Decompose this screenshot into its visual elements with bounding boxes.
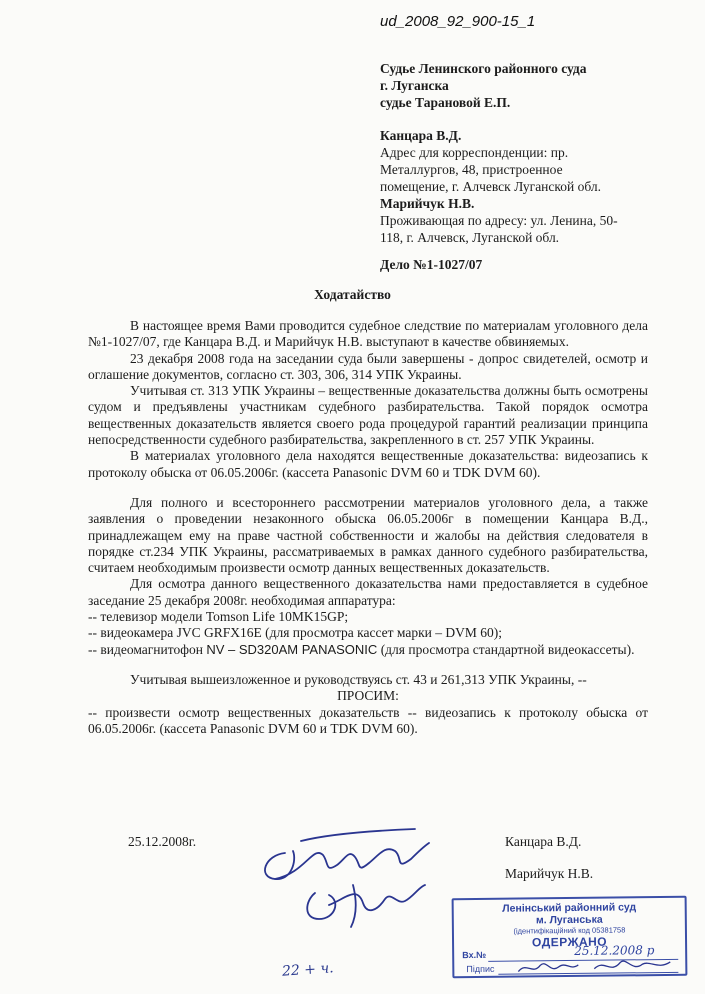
- signatory-1: Канцара В.Д.: [505, 834, 582, 849]
- sender-name-1: Канцара В.Д.: [380, 128, 462, 143]
- equipment-item-vcr: [88, 642, 648, 658]
- paragraph: В материалах уголовного дела находятся вещественные доказательства: видеозапись к протоколу обыска от 06.05.2006г. (кассета Panasonic DVM 60 и TDK DVM 60).: [88, 448, 648, 480]
- stamp-received: ОДЕРЖАНО: [531, 934, 608, 950]
- signatory-2: Марийчук Н.В.: [505, 866, 594, 881]
- stamp-signature-scribble: [514, 956, 679, 978]
- sender-address-line: помещение, г. Алчевск Луганской обл.: [380, 179, 602, 194]
- request-heading: ПРОСИМ:: [337, 688, 399, 704]
- equipment-item: -- видеокамера JVC GRFX16E (для просмотра кассет марки – DVM 60);: [88, 625, 502, 641]
- addressee-line: г. Луганска: [380, 78, 449, 93]
- handwritten-note: 22 + ч.: [281, 960, 335, 980]
- handwritten-signature: [245, 815, 445, 935]
- document-id: ud_2008_92_900-15_1: [380, 13, 536, 30]
- paragraph: Учитывая ст. 313 УПК Украины – вещественные доказательства должны быть осмотрены судом и предъявлены участникам судебного разбирательства. Такой порядок осмотра вещественных доказательств является своего рода процедурой гарантий реализации принципа непосредственности судебного разбирательства, закрепленного в ст. 257 УПК Украины.: [88, 383, 648, 448]
- sender-block: [380, 127, 650, 246]
- addressee-block: [380, 60, 680, 111]
- vcr-suffix: (для просмотра стандартной видеокассеты).: [377, 641, 635, 657]
- document-title: Ходатайство: [314, 287, 391, 302]
- stamp-sign-label: Підпис: [466, 963, 495, 975]
- document-date: 25.12.2008г.: [128, 834, 197, 849]
- sender-address-line: Адрес для корреспонденции: пр.: [380, 145, 569, 160]
- document-body: [88, 318, 648, 737]
- case-number: Дело №1-1027/07: [380, 257, 483, 272]
- spacer: [88, 481, 648, 495]
- request-paragraph: -- произвести осмотр вещественных доказательств -- видеозапись к протоколу обыска от 06.05.2006г. (кассета Panasonic DVM 60 и TDK DVM 60).: [88, 704, 648, 736]
- vcr-prefix: -- видеомагнитофон: [88, 641, 207, 657]
- stamp-incoming-label: Вх.№: [462, 949, 487, 961]
- paragraph: В настоящее время Вами проводится судебное следствие по материалам уголовного дела №1-1027/07, где Канцара В.Д. и Марийчук Н.В. выступают в качестве обвиняемых.: [88, 318, 648, 350]
- paragraph: 23 декабря 2008 года на заседании суда были завершены - допрос свидетелей, осмотр и оглашение документов, согласно ст. 303, 306, 314 УПК Украины.: [88, 350, 648, 382]
- spacer: [88, 658, 648, 672]
- sender-address-line: Проживающая по адресу: ул. Ленина, 50-: [380, 213, 618, 228]
- sender-name-2: Марийчук Н.В.: [380, 196, 475, 211]
- paragraph: Для осмотра данного вещественного доказательства нами предоставляется в судебное заседание 25 декабря 2008г. необходимая аппаратура:: [88, 576, 648, 608]
- equipment-item: -- телевизор модели Tomson Life 10MK15GP;: [88, 609, 349, 625]
- stamp-code: (ідентифікаційний код 05381758: [513, 925, 626, 936]
- addressee-line: Судье Ленинского районного суда: [380, 61, 587, 76]
- addressee-line: судье Тарановой Е.П.: [380, 95, 511, 110]
- sender-address-line: 118, г. Алчевск, Луганской обл.: [380, 230, 560, 245]
- vcr-model: NV – SD320AM PANASONIC: [206, 641, 378, 657]
- sender-address-line: Металлургов, 48, пристроенное: [380, 162, 563, 177]
- stamp-incoming-handwritten: 25.12.2008 р: [574, 943, 655, 958]
- stamp-city: м. Луганська: [535, 913, 603, 927]
- considering-paragraph: Учитывая вышеизложенное и руководствуясь ст. 43 и 261,313 УПК Украины, --: [130, 671, 587, 687]
- court-received-stamp: [452, 896, 688, 978]
- paragraph: Для полного и всестороннего рассмотрении материалов уголовного дела, а также заявления о проведении незаконного обыска 06.05.2006г в помещении Канцара В.Д., принадлежащем ему на праве частной собственности и жалобы на действия следователя в порядке ст.234 УПК Украины, рассматриваемых в рамках данного судебного разбирательства, считаем необходимым произвести осмотр данных вещественных доказательств.: [88, 494, 648, 576]
- stamp-court-name: Ленінський районний суд: [502, 901, 637, 915]
